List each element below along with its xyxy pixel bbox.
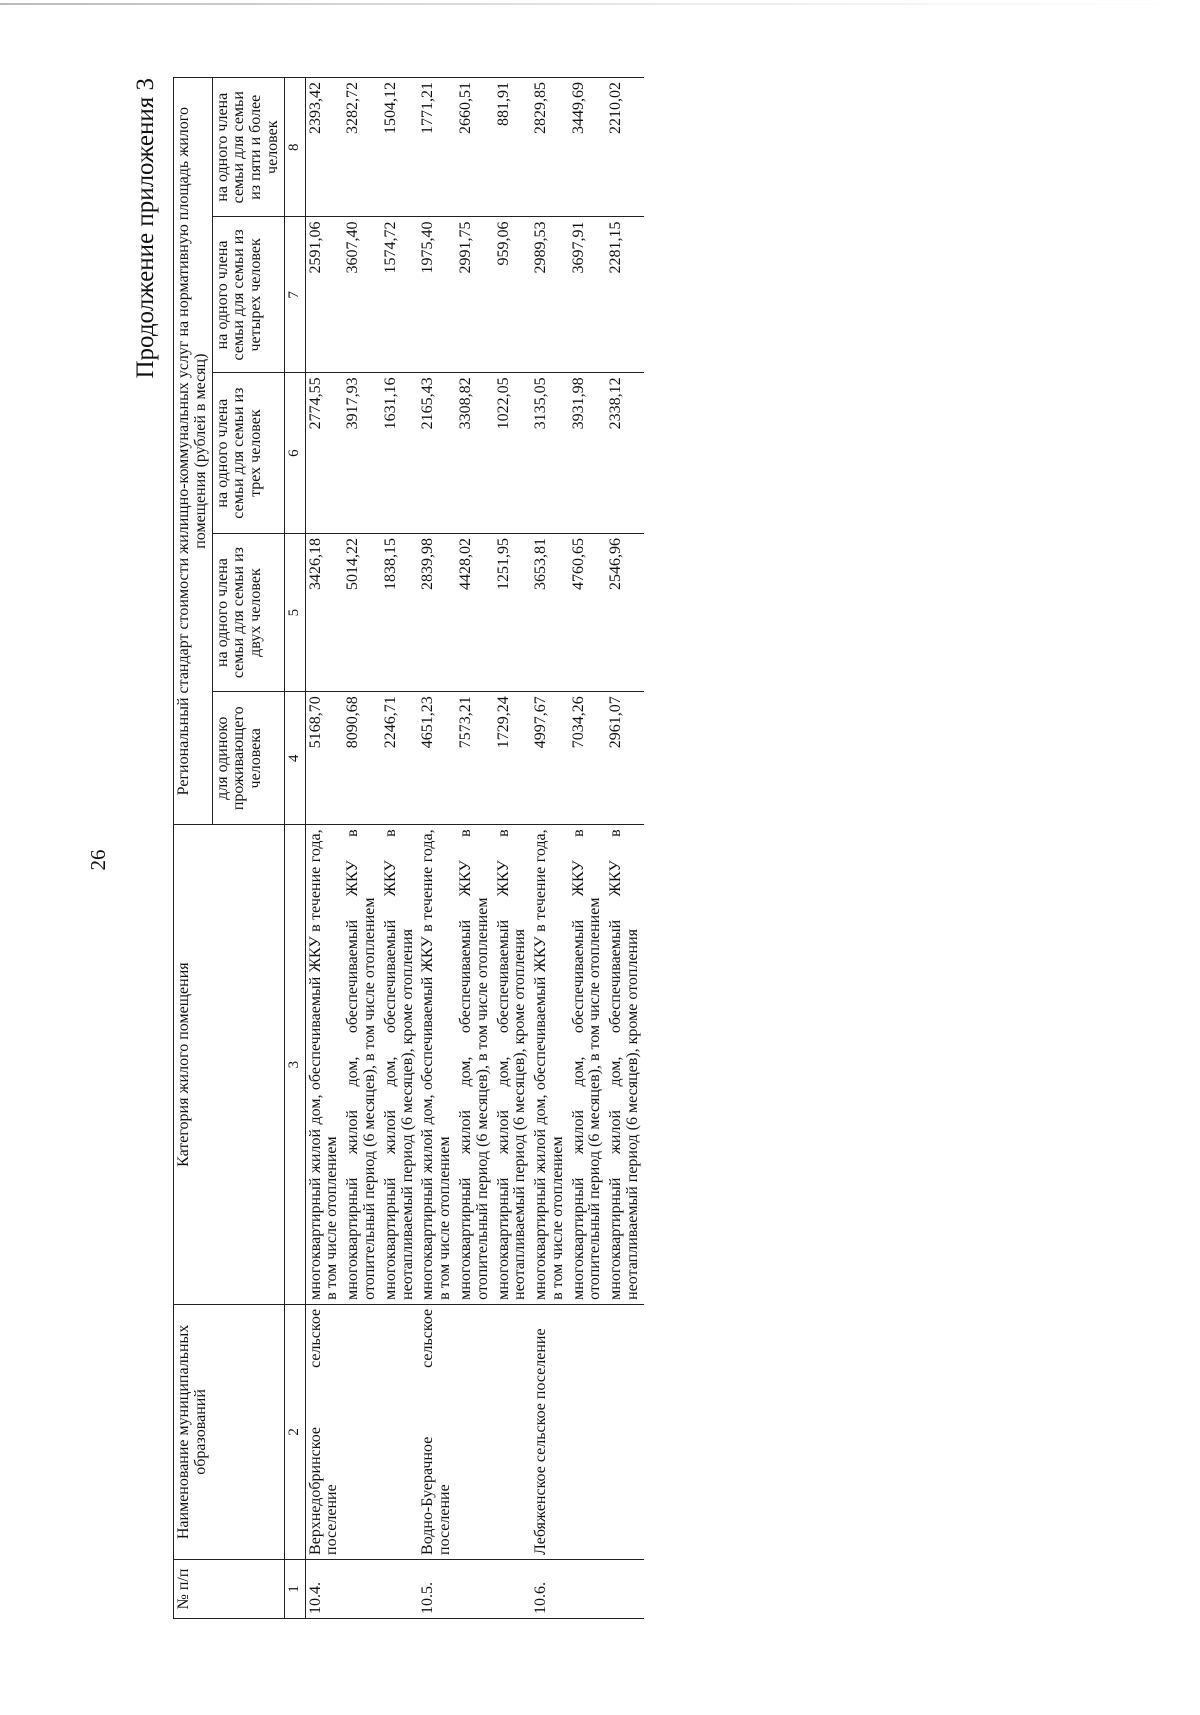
municipality-name: [606, 1304, 644, 1559]
cost-value: 2774,55: [305, 373, 343, 534]
cost-value: 7573,21: [456, 692, 494, 825]
column-number: 6: [284, 373, 305, 534]
cost-value: 4997,67: [531, 692, 569, 825]
table-row: [606, 78, 644, 1619]
table-row: [343, 78, 381, 1619]
cost-value: 8090,68: [343, 692, 381, 825]
row-number: [569, 1559, 607, 1618]
row-number: [606, 1559, 644, 1618]
header-four: на одного члена семьи для семьи из четырех человек: [212, 217, 284, 373]
header-five-plus: на одного члена семьи для семьи из пяти и более человек: [212, 78, 284, 217]
header-three: на одного члена семьи для семьи из трех человек: [212, 373, 284, 534]
category-text: многоквартирный жилой дом, обеспечиваемый ЖКУ в отопительный период (6 месяцев), в том числе отоплением: [456, 825, 494, 1305]
header-num: № п/п: [174, 1559, 285, 1618]
municipality-name: Верхнедобринское сельское поселение: [305, 1304, 343, 1559]
cost-value: 3282,72: [343, 78, 381, 217]
cost-value: 7034,26: [569, 692, 607, 825]
category-text: многоквартирный жилой дом, обеспечиваемый ЖКУ в неотапливаемый период (6 месяцев), кроме отопления: [494, 825, 532, 1305]
row-number: 10.5.: [418, 1559, 456, 1618]
municipality-name: Лебяженское сельское поселение: [531, 1304, 569, 1559]
table-row: [381, 78, 419, 1619]
cost-value: 2281,15: [606, 217, 644, 373]
cost-value: 2546,96: [606, 533, 644, 691]
cost-value: 2989,53: [531, 217, 569, 373]
cost-value: 2591,06: [305, 217, 343, 373]
cost-value: 2246,71: [381, 692, 419, 825]
cost-value: 4760,65: [569, 533, 607, 691]
cost-value: 3449,69: [569, 78, 607, 217]
header-category: Категория жилого помещения: [174, 825, 285, 1305]
cost-value: 2991,75: [456, 217, 494, 373]
column-number: 3: [284, 825, 305, 1305]
column-number: 2: [284, 1304, 305, 1559]
cost-value: 3135,05: [531, 373, 569, 534]
cost-value: 1251,95: [494, 533, 532, 691]
table-body: [305, 78, 644, 1619]
cost-value: 881,91: [494, 78, 532, 217]
municipality-name: [456, 1304, 494, 1559]
column-number: 4: [284, 692, 305, 825]
municipality-name: [343, 1304, 381, 1559]
continuation-title: Продолжение приложения 3: [132, 78, 159, 379]
page-number: 26: [86, 849, 110, 871]
cost-value: 1975,40: [418, 217, 456, 373]
cost-value: 959,06: [494, 217, 532, 373]
table-row: [531, 78, 569, 1619]
category-text: многоквартирный жилой дом, обеспечиваемый ЖКУ в течение года, в том числе отоплением: [418, 825, 456, 1305]
category-text: многоквартирный жилой дом, обеспечиваемый ЖКУ в течение года, в том числе отоплением: [531, 825, 569, 1305]
cost-value: 5168,70: [305, 692, 343, 825]
table-row: [305, 78, 343, 1619]
housing-cost-table: [173, 77, 644, 1619]
municipality-name: [569, 1304, 607, 1559]
table-row: [418, 78, 456, 1619]
header-group: Региональный стандарт стоимости жилищно-коммунальных услуг на нормативную площадь жилого помещения (рублей в месяц): [174, 78, 213, 825]
cost-value: 2165,43: [418, 373, 456, 534]
municipality-name: [494, 1304, 532, 1559]
row-number: [381, 1559, 419, 1618]
cost-value: 3308,82: [456, 373, 494, 534]
column-number: 1: [284, 1559, 305, 1618]
row-number: [456, 1559, 494, 1618]
cost-value: 2961,07: [606, 692, 644, 825]
column-numbers-row: [284, 78, 305, 1619]
cost-value: 1838,15: [381, 533, 419, 691]
cost-value: 1771,21: [418, 78, 456, 217]
cost-value: 4428,02: [456, 533, 494, 691]
municipality-name: Водно-Буерачное сельское поселение: [418, 1304, 456, 1559]
cost-value: 3931,98: [569, 373, 607, 534]
row-number: 10.6.: [531, 1559, 569, 1618]
column-number: 7: [284, 217, 305, 373]
cost-value: 2660,51: [456, 78, 494, 217]
category-text: многоквартирный жилой дом, обеспечиваемый ЖКУ в течение года, в том числе отоплением: [305, 825, 343, 1305]
cost-value: 4651,23: [418, 692, 456, 825]
category-text: многоквартирный жилой дом, обеспечиваемый ЖКУ в неотапливаемый период (6 месяцев), кроме отопления: [606, 825, 644, 1305]
cost-value: 1631,16: [381, 373, 419, 534]
municipality-name: [381, 1304, 419, 1559]
cost-value: 1022,05: [494, 373, 532, 534]
cost-value: 3917,93: [343, 373, 381, 534]
header-municipality: Наименование муниципальных образований: [174, 1304, 285, 1559]
cost-value: 1504,12: [381, 78, 419, 217]
cost-value: 3697,91: [569, 217, 607, 373]
cost-value: 3653,81: [531, 533, 569, 691]
row-number: [494, 1559, 532, 1618]
category-text: многоквартирный жилой дом, обеспечиваемый ЖКУ в неотапливаемый период (6 месяцев), кроме отопления: [381, 825, 419, 1305]
cost-value: 2839,98: [418, 533, 456, 691]
header-two: на одного члена семьи для семьи из двух человек: [212, 533, 284, 691]
table-row: [569, 78, 607, 1619]
header-single: для одиноко проживающего человека: [212, 692, 284, 825]
category-text: многоквартирный жилой дом, обеспечиваемый ЖКУ в отопительный период (6 месяцев), в том числе отоплением: [343, 825, 381, 1305]
cost-value: 5014,22: [343, 533, 381, 691]
cost-value: 3607,40: [343, 217, 381, 373]
row-number: 10.4.: [305, 1559, 343, 1618]
cost-value: 2829,85: [531, 78, 569, 217]
cost-value: 2210,02: [606, 78, 644, 217]
column-number: 5: [284, 533, 305, 691]
table-row: [456, 78, 494, 1619]
cost-value: 1574,72: [381, 217, 419, 373]
cost-value: 3426,18: [305, 533, 343, 691]
column-number: 8: [284, 78, 305, 217]
category-text: многоквартирный жилой дом, обеспечиваемый ЖКУ в отопительный период (6 месяцев), в том числе отоплением: [569, 825, 607, 1305]
row-number: [343, 1559, 381, 1618]
cost-value: 1729,24: [494, 692, 532, 825]
table-row: [494, 78, 532, 1619]
cost-value: 2393,42: [305, 78, 343, 217]
cost-value: 2338,12: [606, 373, 644, 534]
